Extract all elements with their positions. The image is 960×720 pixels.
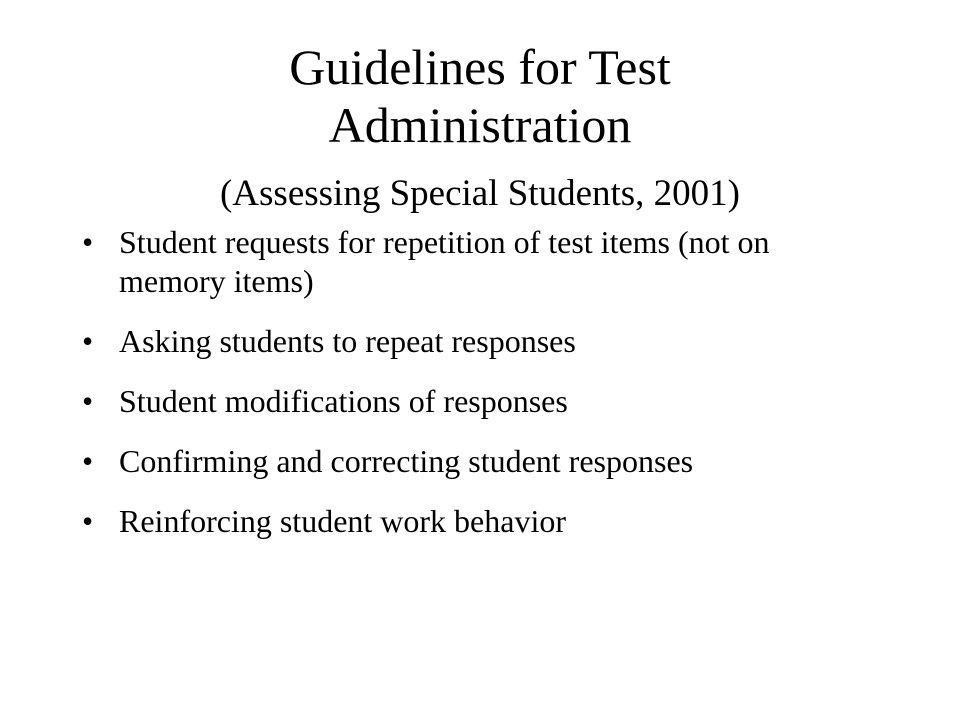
bullet-item [82,223,882,301]
bullet-icon: • [82,383,94,419]
bullet-item [82,382,882,421]
bullet-icon: • [82,323,94,359]
title-line-2: Administration [328,97,632,153]
bullet-icon: • [82,224,94,260]
bullet-item [82,502,882,541]
bullet-icon: • [82,443,94,479]
bullet-text: Student modifications of responses [119,383,568,419]
bullet-item [82,442,882,481]
bullet-list [82,223,882,562]
bullet-text: Student requests for repetition of test items (not on memory items) [119,224,770,299]
bullet-text: Confirming and correcting student responses [119,443,694,479]
bullet-item [82,322,882,361]
title-line-1: Guidelines for Test [289,39,671,95]
slide-title [0,38,960,154]
slide-subtitle: (Assessing Special Students, 2001) [219,173,741,214]
bullet-icon: • [82,503,94,539]
bullet-text: Asking students to repeat responses [119,323,576,359]
bullet-text: Reinforcing student work behavior [119,503,566,539]
